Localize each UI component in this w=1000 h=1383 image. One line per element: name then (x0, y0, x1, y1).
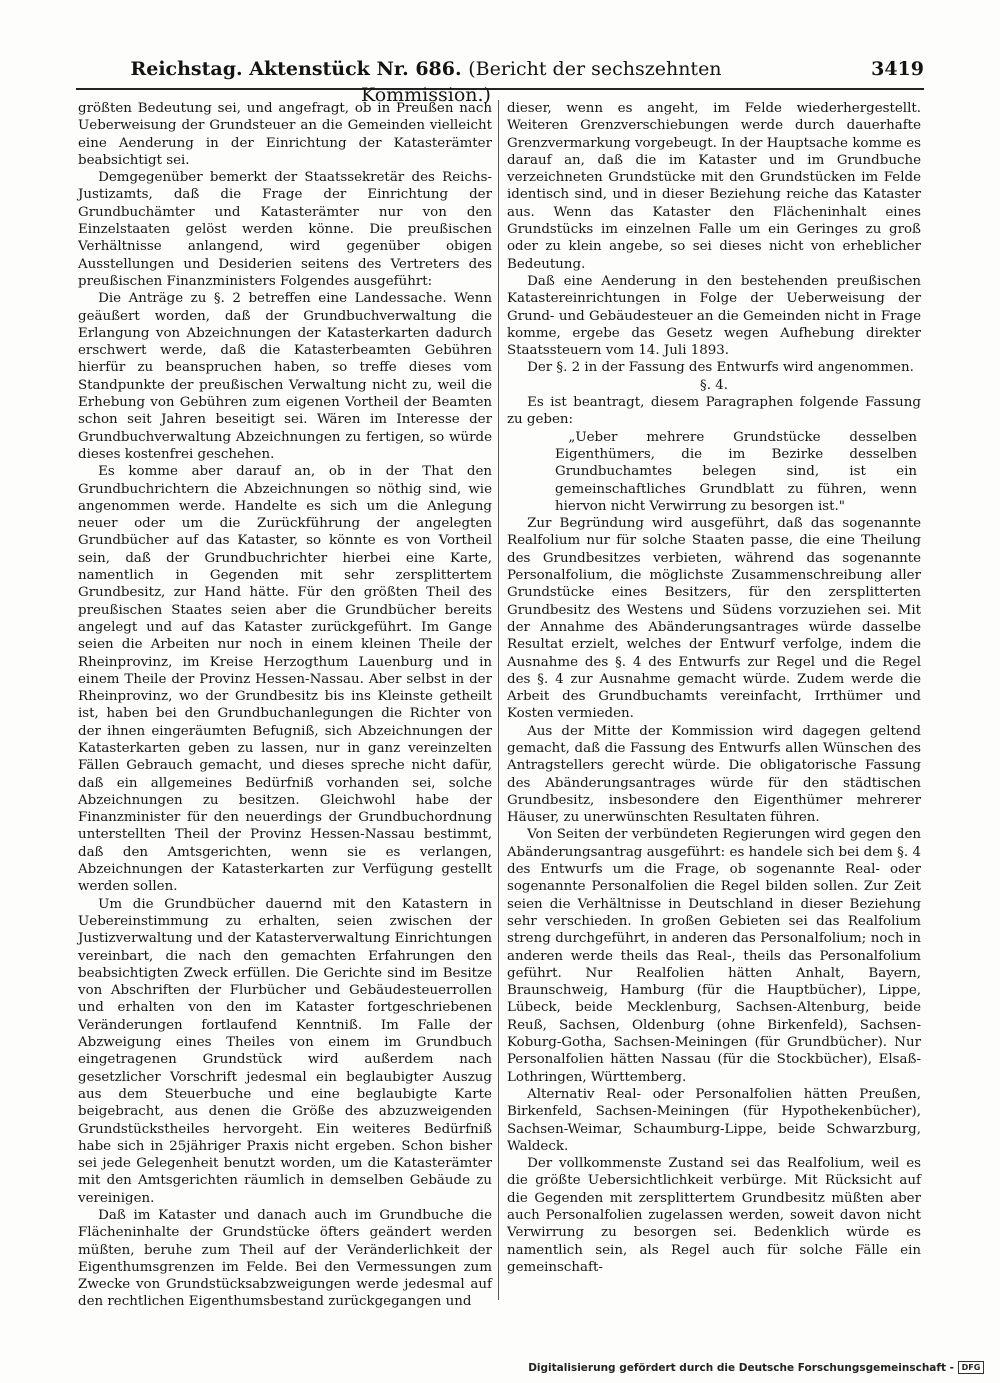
right-paragraph-8: Der vollkommenste Zustand sei das Realfolium, weil es die größte Uebersichtlichkeit verbürge. Mit Rücksicht auf die Gegenden mit zersplittertem Grundbesitz müßten aber auch Personalfolien zugelassen werden, soweit davon nicht Verwirrung zu besorgen sei. Bedenklich würde es namentlich sein, als Regel auch für solche Fälle ein gemeinschaft- (507, 1156, 921, 1275)
right-continuation: dieser, wenn es angeht, im Felde wiederhergestellt. Weiteren Grenzverschiebungen werde durch dauerhafte Grenzvermarkung vorgebeugt. In der Hauptsache komme es darauf an, daß die im Kataster und im Grundbuche verzeichneten Grundstücke mit den Grundstücken im Felde identisch sind, und in dieser Beziehung reiche das Kataster aus. Wenn das Kataster den Flächeninhalt eines Grundstücks im einzelnen Falle um ein Geringes zu groß oder zu klein angebe, so sei dieses nicht von erheblicher Bedeutung. (507, 101, 921, 272)
running-title-main: Reichstag. Aktenstück Nr. 686. (130, 58, 462, 80)
page-number: 3419 (871, 58, 924, 80)
left-paragraph-3: Die Anträge zu §. 2 betreffen eine Landessache. Wenn geäußert worden, daß der Grundbuchverwaltung die Erlangung von Abzeichnungen der Katasterkarten dadurch erschwert werde, daß die Katasterbeamten Gebühren hierfür zu beanspruchen haben, so treffe dieses vom Standpunkte der preußischen Verwaltung nicht zu, weil die Erhebung von Gebühren zum eigenen Vortheil der Beamten schon seit Jahren beseitigt sei. Wären im Interesse der Grundbuchverwaltung Abzeichnungen zu fertigen, so würde dieses kostenfrei geschehen. (78, 291, 492, 462)
right-column (507, 100, 921, 1300)
right-paragraph-1: Daß eine Aenderung in den bestehenden preußischen Katastereinrichtungen in Folge der Ueberweisung der Grund- und Gebäudesteuer an die Gemeinden nicht in Frage komme, ergebe das Gesetz wegen Aufhebung direkter Staatssteuern vom 14. Juli 1893. (507, 273, 921, 359)
left-paragraph-2: Demgegenüber bemerkt der Staatssekretär des Reichs-Justizamts, daß die Frage der Einrichtung der Grundbuchämter und Katasterämter nur von den Einzelstaaten gelöst werden könne. Die preußischen Verhältnisse anlangend, wird gegenüber obigen Ausstellungen und Desiderien seitens des Vertreters des preußischen Finanzministers Folgendes ausgeführt: (78, 170, 492, 289)
left-paragraph-4: Es komme aber darauf an, ob in der That den Grundbuchrichtern die Abzeichnungen so nöthig sind, wie angenommen werde. Handelte es sich um die Anlegung neuer oder um die Zurückführung der angelegten Grundbücher auf das Kataster, so könnte es von Vortheil sein, daß der Grundbuchrichter hierbei eine Karte, namentlich in Gegenden mit sehr zersplittertem Grundbesitz, zur Hand hätte. Für den größten Theil des preußischen Staates seien aber die Grundbücher bereits angelegt und auf das Kataster zurückgeführt. Im Gange seien die Arbeiten nur noch in einem kleinen Theile der Rheinprovinz, im Kreise Herzogthum Lauenburg und in einem Theile der Provinz Hessen-Nassau. Aber selbst in der Rheinprovinz, wo der Grundbesitz bis ins Kleinste getheilt ist, haben bei den Grundbuchanlegungen die Richter von der ihnen eingeräumten Befugniß, sich Abzeichnungen der Katasterkarten geben zu lassen, nur in ganz vereinzelten Fällen Gebrauch gemacht, und dieses spreche nicht dafür, daß ein allgemeines Bedürfniß vorhanden sei, solche Abzeichnungen zu besitzen. Gleichwohl habe der Finanzminister für den neuerdings der Grundbuchordnung unterstellten Theil der Provinz Hessen-Nassau bestimmt, daß den Amtsgerichten, wenn sie es verlangen, Abzeichnungen der Katasterkarten zur Verfügung gestellt werden sollen. (78, 464, 492, 895)
page-header (76, 56, 924, 106)
column-divider (498, 100, 499, 1300)
right-paragraph-7: Alternativ Real- oder Personalfolien hätten Preußen, Birkenfeld, Sachsen-Meiningen (für Hypothekenbücher), Sachsen-Weimar, Schaumburg-Lippe, beide Schwarzburg, Waldeck. (507, 1086, 921, 1154)
running-title-subtitle: (Bericht der sechszehnten Kommission.) (361, 58, 722, 106)
left-paragraph-5: Um die Grundbücher dauernd mit den Katastern in Uebereinstimmung zu erhalten, seien zwischen der Justizverwaltung und der Katasterverwaltung Einrichtungen vereinbart, die nach den gemachten Erfahrungen den beabsichtigten Zweck erfüllen. Die Gerichte sind im Besitze von Abschriften der Flurbücher und Gebäudesteuerrollen und erhalten von den im Kataster fortgeschriebenen Veränderungen fortlaufend Kenntniß. Im Falle der Abzweigung eines Theiles von einem im Grundbuch eingetragenen Grundstück wird außerdem nach gesetzlicher Vorschrift jedesmal ein beglaubigter Auszug aus dem Steuerbuche und eine beglaubigte Karte beigebracht, aus denen die Größe des abzuzweigenden Grundstückstheiles hervorgeht. Ein weiteres Bedürfniß habe sich in 25jähriger Praxis nicht ergeben. Schon bisher sei jede Gelegenheit benutzt worden, um die Katasterämter mit den Amtsgerichten räumlich in demselben Gebäude zu vereinigen. (78, 896, 492, 1206)
left-paragraph-1: größten Bedeutung sei, und angefragt, ob in Preußen nach Ueberweisung der Grundsteuer an die Gemeinden vielleicht eine Aenderung in der Einrichtung der Katasterämter beabsichtigt sei. (78, 101, 492, 168)
right-paragraph-3: Es ist beantragt, diesem Paragraphen folgende Fassung zu geben: (507, 395, 921, 428)
dfg-logo: DFG (958, 1361, 984, 1374)
right-paragraph-6: Von Seiten der verbündeten Regierungen wird gegen den Abänderungsantrag ausgeführt: es handele sich bei dem §. 4 des Entwurfs um die Frage, ob sogenannte Real- oder sogenannte Personalfolien die Regel bilden sollen. Zur Zeit seien die Verhältnisse in Deutschland in dieser Beziehung sehr verschieden. In großen Gebieten sei das Realfolium streng durchgeführt, in anderen das Personalfolium; noch in anderen werde theils das Real-, theils das Personalfolium geführt. Nur Realfolien hätten Anhalt, Bayern, Braunschweig, Hamburg (für die Hauptbücher), Lippe, Lübeck, beide Mecklenburg, Sachsen-Altenburg, beide Reuß, Sachsen, Oldenburg (ohne Birkenfeld), Sachsen-Koburg-Gotha, Sachsen-Meiningen (für Grundbücher). Nur Personalfolien hätten Nassau (für die Stockbücher), Elsaß-Lothringen, Württemberg. (507, 827, 921, 1085)
right-paragraph-2: Der §. 2 in der Fassung des Entwurfs wird angenommen. (527, 360, 914, 376)
section-heading: §. 4. (700, 377, 728, 393)
right-paragraph-5: Aus der Mitte der Kommission wird dagegen geltend gemacht, daß die Fassung des Entwurfs allen Wünschen des Antragstellers gerecht würde. Die obligatorische Fassung des Abänderungsantrages würde für den städtischen Grundbesitz, insbesondere den Eigenthümer mehrerer Häuser, zu unerwünschten Resultaten führen. (507, 723, 921, 826)
left-column (78, 100, 492, 1310)
footer-credit: Digitalisierung gefördert durch die Deutsche Forschungsgemeinschaft - (528, 1361, 954, 1374)
quoted-amendment: „Ueber mehrere Grundstücke desselben Eigenthümers, die im Bezirke desselben Grundbuchamtes belegen sind, ist ein gemeinschaftliches Grundblatt zu führen, wenn hiervon nicht Verwirrung zu besorgen ist." (555, 429, 917, 514)
digitization-footer (528, 1361, 984, 1374)
right-paragraph-4: Zur Begründung wird ausgeführt, daß das sogenannte Realfolium nur für solche Staaten passe, die eine Theilung des Grundbesitzes verbieten, während das sogenannte Personalfolium, die möglichste Zusammenschreibung aller Grundstücke eines Besitzers, für den zersplitterten Grundbesitz des Westens und Südens vorzuziehen sei. Mit der Annahme des Abänderungsantrages würde dasselbe Resultat erzielt, welches der Entwurf verfolge, indem die Ausnahme des §. 4 des Entwurfs zur Regel und die Regel des §. 4 zur Ausnahme gemacht würde. Zudem werde die Arbeit des Grundbuchamts vereinfacht, Irrthümer und Kosten vermieden. (507, 516, 921, 722)
left-paragraph-6: Daß im Kataster und danach auch im Grundbuche die Flächeninhalte der Grundstücke öfters geändert werden müßten, beruhe zum Theil auf der Veränderlichkeit der Eigenthumsgrenzen im Felde. Bei den Vermessungen zum Zwecke von Grundstücksabzweigungen werde jedesmal auf den rechtlichen Eigenthumsbestand zurückgegangen und (78, 1208, 492, 1310)
